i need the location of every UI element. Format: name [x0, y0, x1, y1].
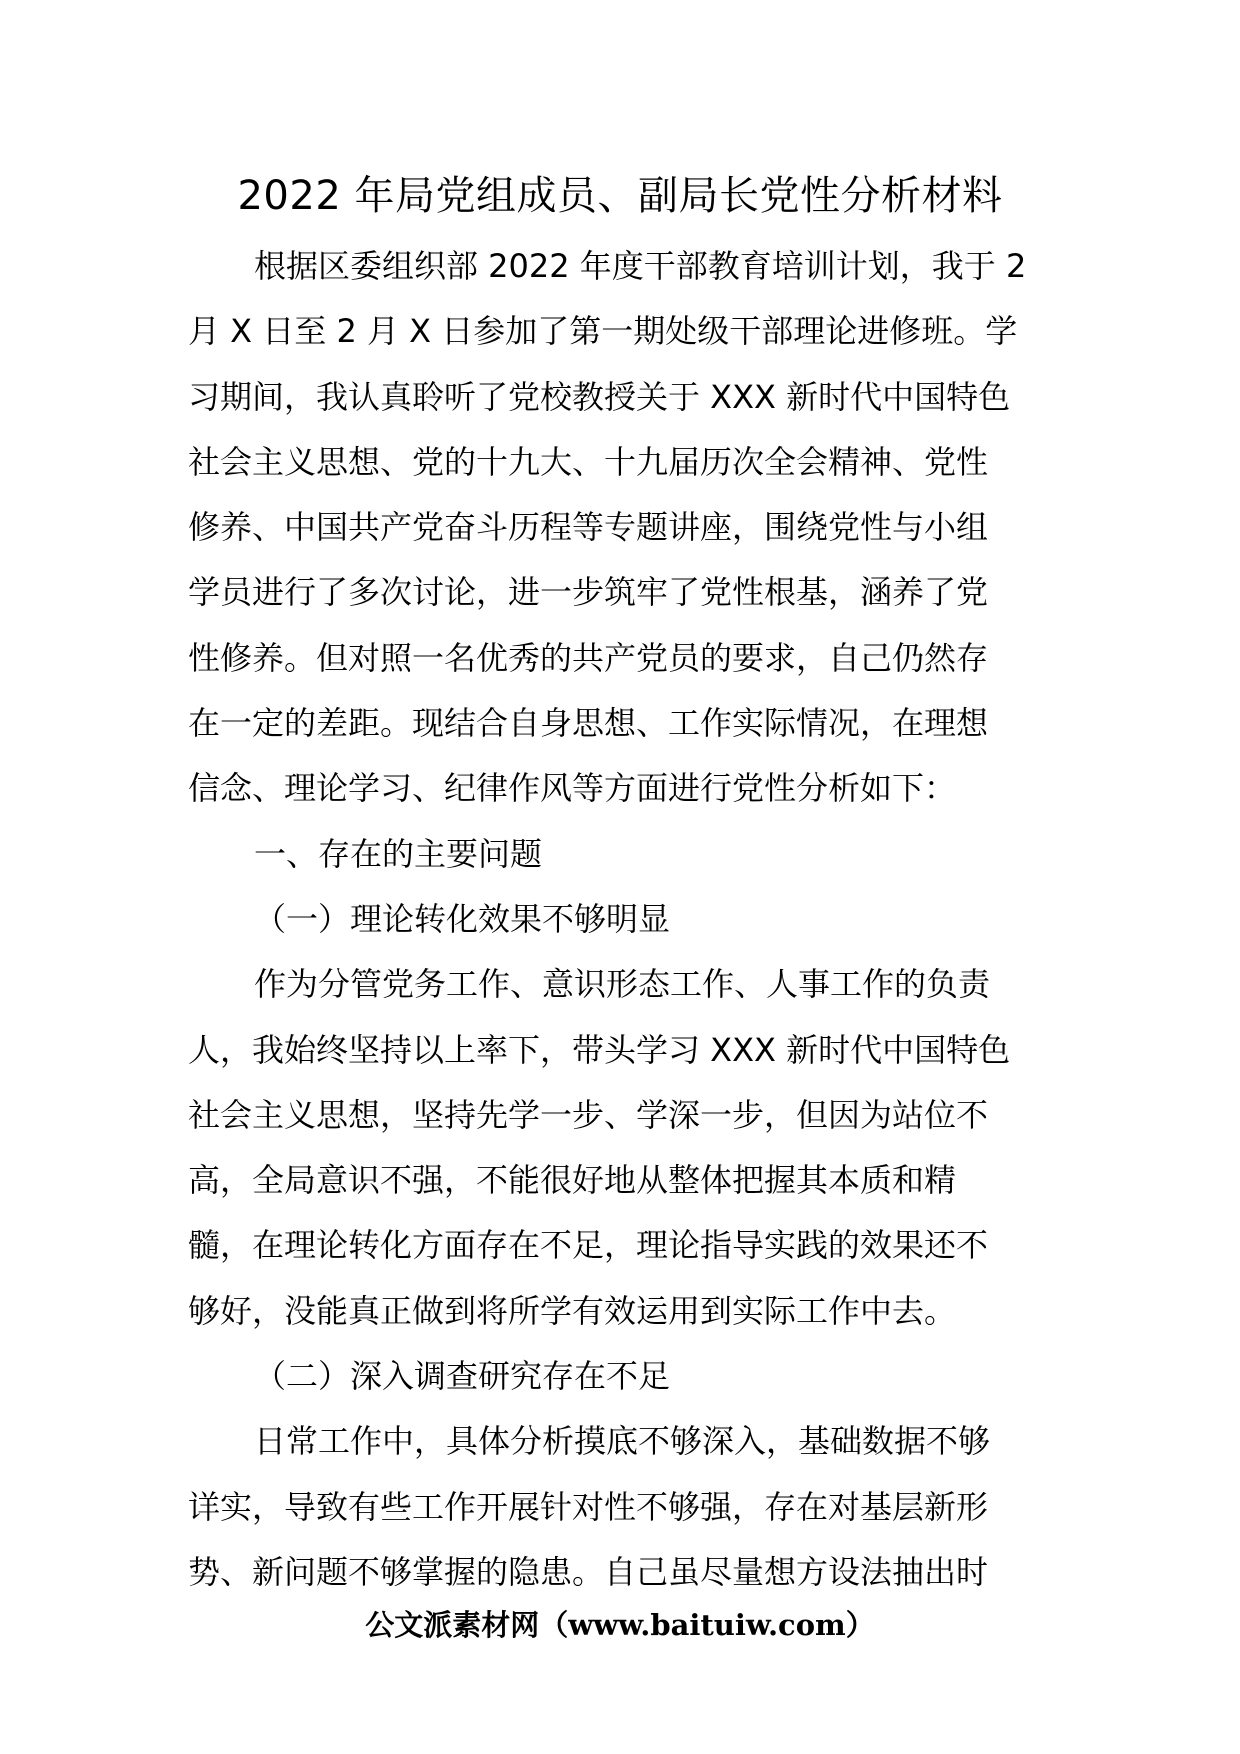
document-body: [188, 234, 1068, 1605]
paragraph-line: 高，全局意识不强，不能很好地从整体把握其本质和精: [188, 1161, 957, 1200]
document-title: 2022 年局党组成员、副局长党性分析材料: [237, 173, 1003, 219]
footer-watermark: 公文派素材网（www.baituiw.com）: [365, 1608, 875, 1642]
subsection-heading: （二）深入调查研究存在不足: [254, 1357, 671, 1396]
paragraph-line: 修养、中国共产党奋斗历程等专题讲座，围绕党性与小组: [188, 508, 989, 547]
paragraph-line: 习期间，我认真聆听了党校教授关于 XXX 新时代中国特色: [188, 377, 1011, 416]
paragraph-line: 社会主义思想、党的十九大、十九届历次全会精神、党性: [188, 442, 989, 481]
section-heading: 一、存在的主要问题: [254, 834, 543, 873]
paragraph-line: 学员进行了多次讨论，进一步筑牢了党性根基，涵养了党: [188, 573, 989, 612]
paragraph-line: 社会主义思想，坚持先学一步、学深一步，但因为站位不: [188, 1095, 989, 1134]
paragraph-line: 月 X 日至 2 月 X 日参加了第一期处级干部理论进修班。学: [188, 312, 1018, 351]
paragraph-line: 根据区委组织部 2022 年度干部教育培训计划，我于 2: [254, 247, 1027, 285]
subsection-heading: （一）理论转化效果不够明显: [254, 899, 671, 938]
paragraph-line: 日常工作中，具体分析摸底不够深入，基础数据不够: [254, 1422, 991, 1461]
paragraph-line: 人，我始终坚持以上率下，带头学习 XXX 新时代中国特色: [188, 1030, 1011, 1069]
paragraph-line: 够好，没能真正做到将所学有效运用到实际工作中去。: [188, 1291, 957, 1330]
paragraph-line: 详实，导致有些工作开展针对性不够强，存在对基层新形: [188, 1487, 989, 1526]
paragraph-line: 在一定的差距。现结合自身思想、工作实际情况，在理想: [188, 704, 989, 743]
paragraph-line: 信念、理论学习、纪律作风等方面进行党性分析如下：: [188, 769, 957, 808]
paragraph-line: 势、新问题不够掌握的隐患。自己虽尽量想方设法抽出时: [188, 1552, 989, 1591]
paragraph-line: 作为分管党务工作、意识形态工作、人事工作的负责: [254, 965, 991, 1004]
paragraph-line: 髓，在理论转化方面存在不足，理论指导实践的效果还不: [188, 1226, 989, 1265]
paragraph-line: 性修养。但对照一名优秀的共产党员的要求，自己仍然存: [188, 638, 989, 677]
